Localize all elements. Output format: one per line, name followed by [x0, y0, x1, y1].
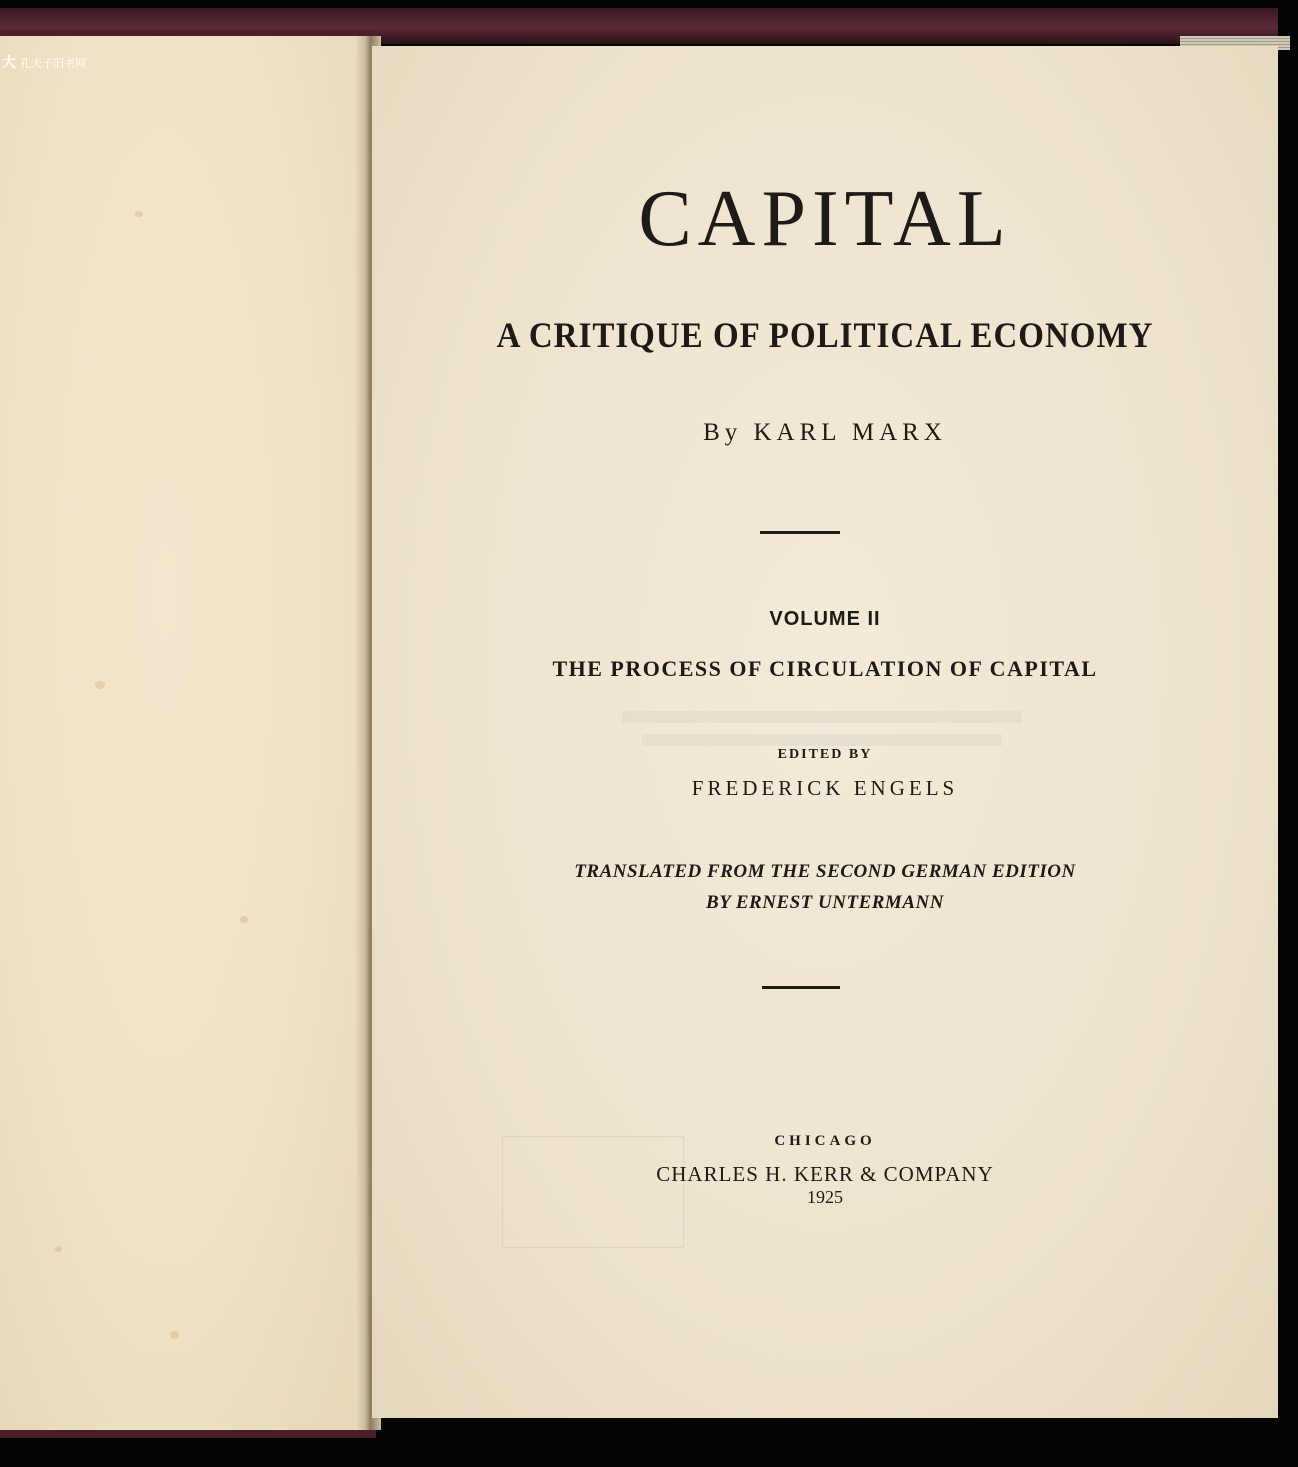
show-through-text: [642, 734, 1002, 746]
divider-rule: [760, 531, 840, 534]
foxing-spot: [95, 681, 105, 689]
book-title: CAPITAL: [638, 175, 1012, 263]
title-page: [372, 46, 1278, 1418]
foxing-spot: [240, 916, 248, 923]
watermark-logo: 大 孔夫子旧书网: [2, 55, 86, 71]
editor-name: FREDERICK ENGELS: [691, 776, 959, 800]
publication-year: 1925: [807, 1187, 843, 1207]
foxing-spot: [55, 1246, 62, 1252]
author-line: By KARL MARX: [703, 419, 947, 446]
translator-name: BY ERNEST UNTERMANN: [706, 892, 944, 913]
left-endpaper: [0, 36, 366, 1430]
edited-by-label: EDITED BY: [777, 747, 873, 762]
book-subtitle: A CRITIQUE OF POLITICAL ECONOMY: [496, 316, 1154, 356]
divider-rule: [762, 986, 840, 989]
volume-title: THE PROCESS OF CIRCULATION OF CAPITAL: [552, 656, 1098, 681]
show-through-text: [622, 711, 1022, 723]
foxing-spot: [170, 1331, 179, 1339]
translation-note: TRANSLATED FROM THE SECOND GERMAN EDITION: [574, 861, 1076, 882]
foxing-spot: [135, 211, 143, 217]
publisher-city: CHICAGO: [774, 1133, 876, 1149]
volume-label: VOLUME II: [769, 608, 881, 630]
publisher-name: CHARLES H. KERR & COMPANY: [656, 1162, 994, 1186]
